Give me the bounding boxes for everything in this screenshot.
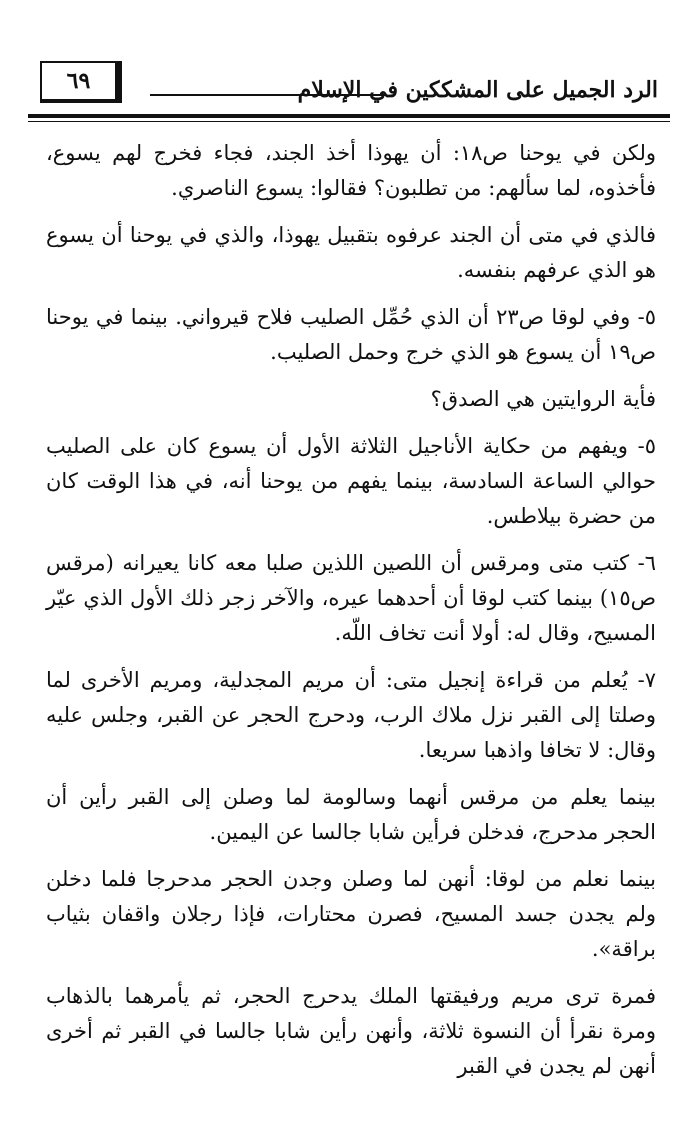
paragraph: بينما نعلم من لوقا: أنهن لما وصلن وجدن الحجر مدحرجا فلما دخلن ولم يجدن جسد المسيح، فصرن محتارات، فإذا رجلان واقفان بثياب براقة».	[46, 867, 656, 961]
page-number: ٦٩	[40, 61, 122, 103]
page-header	[30, 55, 668, 115]
paragraph: فمرة ترى مريم ورفيقتها الملك يدحرج الحجر، ثم يأمرهما بالذهاب ومرة نقرأ أن النسوة ثلاثة، وأنهن رأين شابا جالسا في القبر ثم أخرى أنهن لم يجدن في القبر	[46, 984, 656, 1078]
paragraph: ٦- كتب متى ومرقس أن اللصين اللذين صلبا معه كانا يعيرانه (مرقس ص١٥) بينما كتب لوقا أن أحدهما عيره، والآخر زجر ذلك الأول الذي عيّر المسيح، وقال له: أولا أنت تخاف اللّه.	[46, 551, 656, 645]
page-body	[46, 136, 656, 1096]
paragraph: ولكن في يوحنا ص١٨: أن يهوذا أخذ الجند، فجاء فخرج لهم يسوع، فأخذوه، لما سألهم: من تطلبون؟ فقالوا: يسوع الناصري.	[46, 141, 656, 200]
header-rule-thin	[28, 121, 670, 122]
paragraph: ٥- وفي لوقا ص٢٣ أن الذي حُمِّل الصليب فلاح قيرواني. بينما في يوحنا ص١٩ أن يسوع هو الذي خرج وحمل الصليب.	[46, 305, 656, 364]
paragraph: بينما يعلم من مرقس أنهما وسالومة لما وصلن إلى القبر رأين أن الحجر مدحرج، فدخلن فرأين شابا جالسا عن اليمين.	[46, 785, 656, 844]
paragraph: ٧- يُعلم من قراءة إنجيل متى: أن مريم المجدلية، ومريم الأخرى لما وصلتا إلى القبر نزل ملاك الرب، ودحرج الحجر عن القبر، وجلس عليه وقال: لا تخافا واذهبا سريعا.	[46, 668, 656, 762]
header-rule-thick	[28, 114, 670, 118]
paragraph: ٥- ويفهم من حكاية الأناجيل الثلاثة الأول أن يسوع كان على الصليب حوالي الساعة السادسة، بينما يفهم من يوحنا أنه، في هذا الوقت كان من حضرة بيلاطس.	[46, 434, 656, 528]
paragraph: فالذي في متى أن الجند عرفوه بتقبيل يهوذا، والذي في يوحنا أن يسوع هو الذي عرفهم بنفسه.	[46, 223, 656, 282]
header-divider	[150, 94, 385, 96]
paragraph: فأية الروايتين هي الصدق؟	[430, 387, 656, 411]
running-title: الرد الجميل على المشككين في الإسلام	[297, 77, 658, 103]
